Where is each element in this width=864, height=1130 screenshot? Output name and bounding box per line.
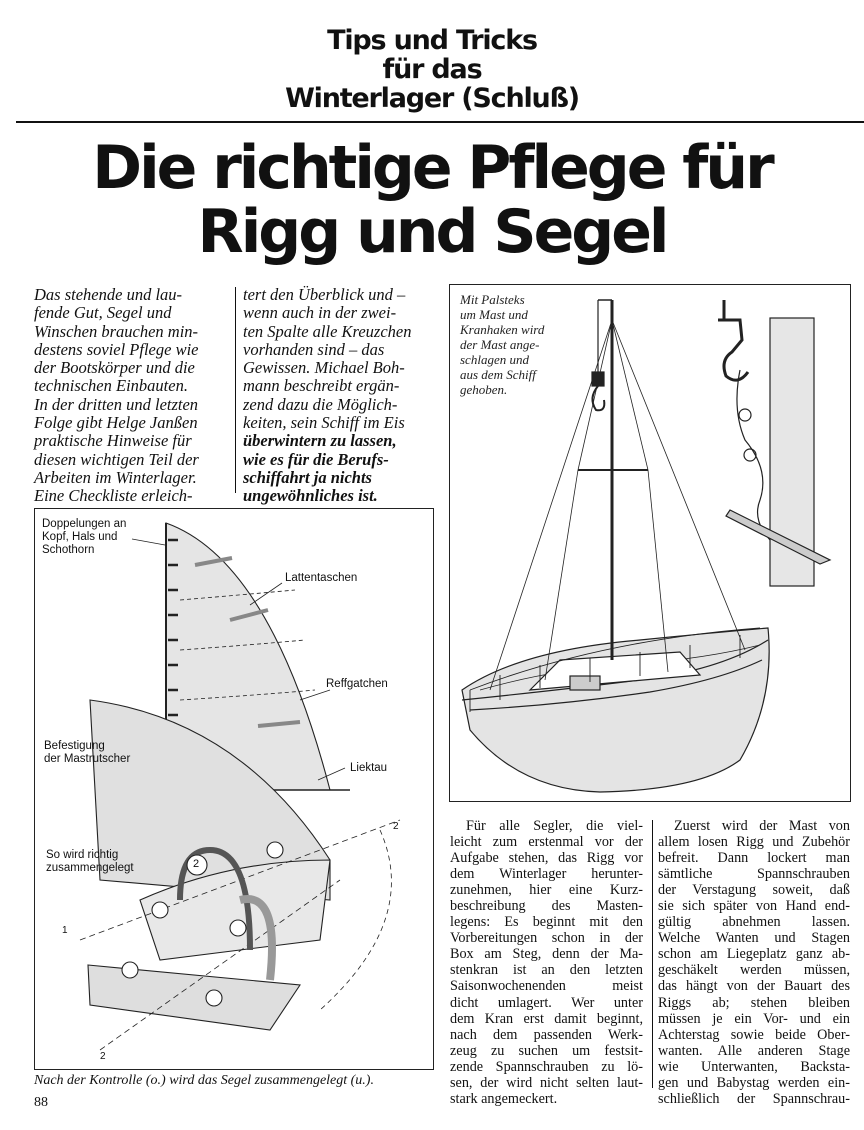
label-befestigung xyxy=(44,740,130,766)
boat-caption-line: Kranhaken wird xyxy=(460,322,545,337)
page-number: 88 xyxy=(34,1095,48,1110)
kicker-line-1: Tips und Tricks xyxy=(327,25,537,56)
body-line: müssen je ein Vor- und ein xyxy=(658,1010,850,1027)
intro-line: Das stehende und lau- xyxy=(34,285,183,304)
intro-line: Arbeiten im Winterlager. xyxy=(34,467,197,487)
body-line: wie Unterwanten, Backsta- xyxy=(658,1058,850,1075)
boat-caption-line: der Mast ange- xyxy=(460,337,540,352)
fold-mark-1: 1 xyxy=(62,925,68,936)
body-line: stark angemeckert. xyxy=(450,1090,558,1107)
label-doppelungen xyxy=(42,518,126,557)
fold-step-2-label: 2 xyxy=(193,858,200,870)
intro-line: destens soviel Pflege wie xyxy=(34,339,199,359)
hook-detail-drawing xyxy=(718,300,830,586)
body-line: Vorbereitungen schon in der xyxy=(450,930,643,947)
intro-line: Eine Checkliste erleich- xyxy=(34,486,193,506)
fold-mark-2-bottom: 2 xyxy=(100,1051,106,1062)
body-line: Riggs ab; stehen bleiben xyxy=(658,994,850,1011)
boat-drawing xyxy=(462,300,769,792)
label-reffgatchen: Reffgatchen xyxy=(326,678,388,690)
body-line: zende Spannschrauben zu lö- xyxy=(450,1058,643,1075)
body-line: das hängt von der Bauart des xyxy=(658,978,850,995)
label-lattentaschen: Lattentaschen xyxy=(285,572,358,584)
body-line: Welche Wanten und Stagen xyxy=(658,930,850,947)
body-divider xyxy=(652,820,653,1088)
intro-line: vorhanden sind – das xyxy=(243,339,385,359)
body-line: der Verstagung soweit, daß xyxy=(658,882,850,899)
intro-line: Winschen brauchen min- xyxy=(34,321,199,341)
body-line: dem Kran erst damit beginnt, xyxy=(450,1010,643,1027)
intro-line-bold: wie es für die Berufs- xyxy=(243,449,389,469)
boat-caption-line: aus dem Schiff xyxy=(460,367,536,382)
kicker-line-3: Winterlager (Schluß) xyxy=(285,83,579,114)
body-column-2 xyxy=(658,818,850,1107)
label-line: Kopf, Hals und xyxy=(42,531,118,543)
body-line: zunehmen, hier eine Kurz- xyxy=(450,882,643,899)
body-line: sie sich später von Hand end- xyxy=(658,898,850,915)
label-liektau: Liektau xyxy=(350,762,388,774)
intro-line-bold: überwintern zu lassen, xyxy=(243,431,397,451)
label-line: Befestigung xyxy=(44,740,105,752)
body-line: allem losen Rigg und Zubehör xyxy=(658,834,850,851)
body-line: Box am Steg, denn der Ma- xyxy=(450,946,643,963)
body-line: sen, der wird nicht selten laut- xyxy=(450,1074,643,1091)
body-line: dicht umlagert. Wer unter xyxy=(450,994,643,1011)
sail-diagram-frame xyxy=(34,508,434,1070)
body-line: Achterstag sowie beide Ober- xyxy=(658,1026,850,1043)
label-line: der Mastrutscher xyxy=(44,753,131,765)
body-line: zeug zu suchen um festsit- xyxy=(450,1042,643,1059)
intro-line: Gewissen. Michael Boh- xyxy=(243,358,405,378)
intro-line: praktische Hinweise für xyxy=(34,431,192,451)
intro-line: ten Spalte alle Kreuzchen xyxy=(243,321,412,341)
body-line: Aufgabe stehen, das Rigg vor xyxy=(450,850,643,867)
body-line: gültig abnehmen lassen. xyxy=(658,914,850,931)
headline-line-2: Rigg und Segel xyxy=(197,197,667,267)
body-line: stenkran ist an den letzten xyxy=(450,962,643,979)
boat-caption-line: gehoben. xyxy=(460,382,508,397)
body-line: beschreibung des Masten- xyxy=(450,898,643,915)
intro-line: wenn auch in der zwei- xyxy=(243,303,397,323)
intro-line: tert den Überblick und – xyxy=(243,285,406,304)
intro-line: In der dritten und letzten xyxy=(34,394,199,414)
body-line: wanten. Alle anderen Stage xyxy=(658,1042,850,1059)
intro-line: keiten, sein Schiff im Eis xyxy=(243,413,405,433)
boat-caption-line: um Mast und xyxy=(460,307,528,322)
intro-line: zend dazu die Möglich- xyxy=(243,394,398,414)
body-line: schließlich der Spannschrau- xyxy=(658,1090,850,1107)
body-line: sämtliche Spannschrauben xyxy=(658,866,850,883)
intro-line-bold: schiffahrt ja nichts xyxy=(243,467,372,487)
intro-line: der Bootskörper und die xyxy=(34,358,195,378)
body-column-1 xyxy=(450,818,643,1107)
body-line: legens: Es beginnt mit den xyxy=(450,914,643,931)
body-line: leicht zum erstenmal vor der xyxy=(450,834,643,851)
intro-line: mann beschreibt ergän- xyxy=(243,376,400,396)
kicker-line-2: für das xyxy=(382,54,482,85)
body-line: schon am Liegeplatz ganz ab- xyxy=(658,946,850,963)
label-fold-title xyxy=(46,849,134,875)
body-line: Zuerst wird der Mast von xyxy=(674,818,850,834)
body-line: befreit. Dann lockert man xyxy=(658,850,850,867)
intro-line: Folge gibt Helge Janßen xyxy=(34,413,198,433)
intro-line-bold: ungewöhnliches ist. xyxy=(243,486,378,506)
boat-caption-line: Mit Palsteks xyxy=(460,292,525,307)
label-line: zusammengelegt xyxy=(46,862,134,874)
label-line: Doppelungen an xyxy=(42,518,127,530)
intro-line: diesen wichtigen Teil der xyxy=(34,449,199,469)
body-line: gen und Babystag werden ein- xyxy=(658,1074,850,1091)
label-line: Schothorn xyxy=(42,544,95,556)
boat-caption-line: schlagen und xyxy=(460,352,529,367)
label-line: So wird richtig xyxy=(46,849,119,861)
bottom-caption: Nach der Kontrolle (o.) wird das Segel zusammengelegt (u.). xyxy=(34,1073,374,1088)
headline-line-1: Die richtige Pflege für xyxy=(92,133,772,203)
intro-line: fende Gut, Segel und xyxy=(34,303,172,323)
intro-line: technischen Einbauten. xyxy=(34,376,188,396)
fold-mark-2-top: 2 xyxy=(393,821,399,832)
body-line: dem Winterlager herunter- xyxy=(450,866,643,883)
body-line: Saisonwochenenden meist xyxy=(450,978,643,995)
body-line: geschäkelt werden müssen, xyxy=(658,962,850,979)
body-line: nach dem passenden Werk- xyxy=(450,1026,643,1043)
body-line: Für alle Segler, die viel- xyxy=(466,818,643,834)
